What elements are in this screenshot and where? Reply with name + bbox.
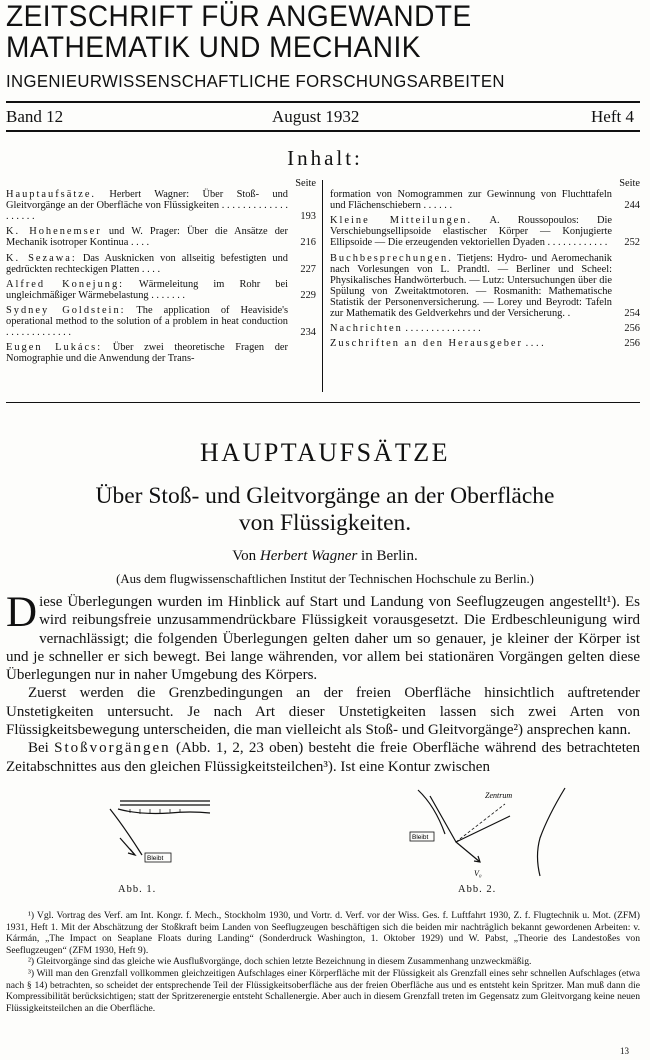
- toc-entry-title: Herbert Wagner: Über Stoß- und Gleitvorgänge an der Oberfläche von Flüssigkeiten . . . . . . . . . . . . . . . . . . .: [6, 189, 288, 223]
- toc-entry: [330, 253, 640, 320]
- toc-entry-text: [330, 215, 612, 248]
- toc-entry-title: The application of Heaviside's operational method to the solution of a problem in heat conduction . . . . . . . . . . . . .: [6, 304, 289, 339]
- paragraph-3: [6, 739, 640, 776]
- figure-1-diagram: [80, 783, 220, 878]
- toc-entry-text: [330, 338, 612, 349]
- contents-rule: [6, 402, 640, 403]
- article-title-line2: von Flüssigkeiten.: [238, 510, 412, 536]
- toc-entry-page: 234: [300, 327, 316, 339]
- toc-entry-text: [6, 253, 288, 275]
- toc-entry-text: [330, 253, 612, 320]
- toc-entry-head: Hauptaufsätze.: [6, 189, 97, 201]
- toc-page-label: Seite: [619, 178, 640, 189]
- toc-entry-title: Das Ausknicken von allseitig befestigten und gedrückten rechteckigen Platten . . . .: [6, 252, 288, 275]
- figure-2-wedge: [430, 796, 510, 842]
- figure-2-caption: Abb. 2.: [458, 884, 497, 895]
- toc-entry-page: 256: [624, 323, 640, 335]
- footnotes: [6, 910, 640, 1014]
- byline: [0, 548, 650, 565]
- toc-entry: [6, 342, 316, 364]
- toc-entry-page: 252: [624, 237, 640, 249]
- toc-entry-page: 254: [624, 308, 640, 320]
- toc-entry-head: Alfred Konejung:: [6, 278, 125, 290]
- header-rule-top: [6, 101, 640, 103]
- toc-entry-text: [330, 189, 612, 211]
- toc-entry-title: Über zwei theoretische Fragen der Nomographie und die Anwendung der Trans-: [6, 342, 288, 365]
- toc-entry-text: [6, 189, 288, 222]
- drop-cap: D: [6, 589, 38, 636]
- article-body: [6, 589, 641, 776]
- toc-entry-title: A. Roussopoulos: Die Verschiebungsellipsoide elastischer Körper — Konjugierte Ellipsoide — Die erzeugenden vektoriellen Dyaden . . . . . . . . . . . .: [330, 215, 612, 249]
- toc-entry: [6, 305, 316, 338]
- toc-entry: [6, 279, 316, 301]
- paragraph-1-text: iese Überlegungen wurden im Hinblick auf Start und Landung von Seeflugzeugen angestellt¹). Es wird reibungsfreie unzusammendrückbare Flüssigkeit vorausgesetzt. Die Erdbeschleunigung wird vernachlässigt; die folgenden Überlegungen gelten daher um so genauer, je kleiner der Körper ist und je schneller er sich bewegt. Bei lange währenden, vor allem bei stationären Vorgängen gelten diese Überlegungen nur in naher Umgebung des Körpers.: [6, 594, 640, 684]
- issue-number: Heft 4: [591, 107, 634, 126]
- toc-entry: [330, 189, 640, 211]
- toc-entry-text: [6, 305, 288, 338]
- toc-right-column: [330, 178, 640, 353]
- toc-entry-head: Sydney Goldstein:: [6, 304, 126, 316]
- toc-entry-page: 227: [300, 263, 316, 275]
- footnote-2: ²) Gleitvorgänge sind das gleiche wie Ausflußvorgänge, doch schien letzte Bezeichnung in diesem Zusammenhang unzweckmäßig.: [28, 956, 532, 968]
- toc-entry-page: 229: [300, 289, 316, 301]
- figure-2-right-jet: [538, 788, 566, 876]
- section-heading: HAUPTAUFSÄTZE: [200, 438, 450, 467]
- toc-entry-head: Zuschriften an den Herausgeber: [330, 338, 523, 350]
- toc-entry-head: Eugen Lukács:: [6, 342, 103, 354]
- toc-entry-head: Kleine Mitteilungen.: [330, 215, 473, 227]
- toc-entry-page: 244: [624, 200, 640, 212]
- toc-entry-title: und W. Prager: Über die Ansätze der Mechanik isotroper Kontinua . . . .: [6, 226, 288, 249]
- journal-subtitle: INGENIEURWISSENSCHAFTLICHE FORSCHUNGSARBEITEN: [6, 71, 505, 91]
- toc-entry-text: [330, 323, 612, 334]
- author-name: Herbert Wagner: [259, 548, 358, 564]
- figure-2-velocity-arrow: [456, 842, 480, 862]
- byline-von: Von: [232, 548, 257, 564]
- journal-title-line1: ZEITSCHRIFT FÜR ANGEWANDTE: [6, 0, 472, 33]
- figure-1-jet: [110, 809, 142, 855]
- figure-2-dashed-line: [456, 804, 505, 842]
- toc-entry-head: K. Hohenemser: [6, 226, 102, 238]
- paragraph-3-start: Bei: [28, 740, 49, 757]
- figure-2-left-jet: [418, 790, 445, 834]
- toc-entry: [6, 226, 316, 248]
- toc-entry-text: [6, 279, 288, 301]
- figure-2-label-velocity: V₀: [474, 869, 482, 878]
- toc-entry-head: Nachrichten: [330, 323, 403, 335]
- article-title: [0, 483, 650, 537]
- figure-2-label-zentrum: Zentrum: [485, 791, 513, 800]
- footnote-1: ¹) Vgl. Vortrag des Verf. am Int. Kongr. f. Mech., Stockholm 1930, und Vortr. d. Verf. vor der Wiss. Ges. f. Luftfahrt 1930, Z. f. Flugtechnik u. Mot. (ZFM) 1931, Heft 1. Mit der Abschätzung der Stoßkraft beim Landen von Seeflugzeugen beschäftigen sich die beiden mir nachträglich bekannt gewordenen Arbeiten: v. Kármán, „The Impact on Seaplane Floats during Landing“ (Sonderdruck Washington, 1. Oktober 1929) und W. Pabst, „Theorie des Landestoßes von Seeflugzeugen“ (ZFM 1930, Heft 9).: [6, 910, 640, 956]
- affiliation: (Aus dem flugwissenschaftlichen Institut der Technischen Hochschule zu Berlin.): [116, 572, 534, 586]
- figure-1-surface: [118, 809, 210, 814]
- byline-location: in Berlin.: [361, 548, 418, 564]
- toc-entry-head: K. Sezawa:: [6, 252, 77, 264]
- figure-1-arrowhead: [128, 849, 135, 855]
- term-stossvorgaenge: Stoßvorgängen: [54, 740, 171, 757]
- page-number: 13: [620, 1046, 629, 1056]
- toc-entry-title: . . . .: [523, 338, 544, 350]
- footnote-3: ³) Will man den Grenzfall vollkommen gleichzeitigen Aufschlages einer Körperfläche mit der Flüssigkeit als Grenzfall eines sehr schnellen Aufschlages (etwa nach § 14) betrachten, so scheidet der entsprechende Teil der Flüssigkeitsoberfläche aus der freien Oberfläche aus und es entsteht kein Spritzer. Man muß dann die Kompressibilität berücksichtigen; statt der Spritzerenergie entsteht Schallenergie. Aber auch in diesem Grenzfall treten im Gegensatz zum Gleitvorgang keine neuen Flüssigkeitsteilchen an die Oberfläche.: [6, 967, 640, 1014]
- toc-entry-text: [6, 226, 288, 248]
- volume-number: Band 12: [6, 107, 64, 126]
- figure-1-caption: Abb. 1.: [118, 884, 157, 895]
- issue-date: August 1932: [272, 107, 360, 126]
- toc-entry-text: [6, 342, 288, 364]
- figure-2-diagram: [390, 776, 610, 886]
- toc-entry-title: . . . . . . . . . . . . . . .: [402, 323, 481, 335]
- toc-entry-title: formation von Nomogrammen zur Gewinnung von Fluchttafeln und Flächenschiebern . . . . . .: [330, 189, 612, 212]
- toc-entry-head: Buchbesprechungen.: [330, 252, 453, 264]
- toc-entry-title: Tietjens: Hydro- und Aeromechanik nach Vorlesungen von L. Prandtl. — Berliner und Scheel: Physikalisches Handwörterbuch. — Lutz: Untersuchungen über die Spülung von Zweitaktmotoren. — Rosmanith: Mathematische Statistik der Personenversicherung. — Lorey und Beyrodt: Tafeln zur Mathematik des Geldverkehrs und der Versicherung. .: [330, 252, 612, 320]
- toc-column-divider: [322, 180, 323, 392]
- toc-entry-page: 216: [300, 237, 316, 249]
- toc-page-label: Seite: [295, 178, 316, 189]
- header-rule-bottom: [6, 130, 640, 132]
- figure-1-label: Bleibt: [147, 855, 164, 862]
- toc-entry: [6, 253, 316, 275]
- article-title-line1: Über Stoß- und Gleitvorgänge an der Oberfläche: [95, 483, 555, 509]
- toc-entry: [330, 215, 640, 248]
- toc-entry-page: 256: [624, 338, 640, 350]
- figure-2-label-box-text: Bleibt: [412, 834, 429, 841]
- paragraph-1: [6, 589, 640, 684]
- journal-title-line2: MATHEMATIK UND MECHANIK: [6, 31, 421, 64]
- figure-1-plate: [120, 801, 210, 805]
- paragraph-2: Zuerst werden die Grenzbedingungen an der freien Oberfläche hinsichtlich auftretender Unstetigkeiten untersucht. Je nach Art dieser Unstetigkeiten lassen sich zwei Arten von Flüssigkeitsbewegung unterscheiden, die man vielleicht als Stoß- und Gleitvorgänge²) ansprechen kann.: [6, 685, 640, 739]
- toc-entry-title: Wärmeleitung im Rohr bei ungleichmäßiger Wärmebelastung . . . . . . .: [6, 278, 288, 301]
- paragraph-3-text: (Abb. 1, 2, 23 oben) besteht die freie Oberfläche während des betrachteten Zeitabschnittes aus den gleichen Flüssigkeitsteilchen³). Ist eine Kontur zwischen: [6, 740, 641, 775]
- toc-left-column: [6, 178, 316, 368]
- toc-entry: [330, 338, 640, 349]
- toc-entry: [330, 323, 640, 334]
- contents-heading: Inhalt:: [287, 146, 363, 170]
- toc-entry-page: 193: [300, 211, 316, 223]
- toc-entry: [6, 189, 316, 222]
